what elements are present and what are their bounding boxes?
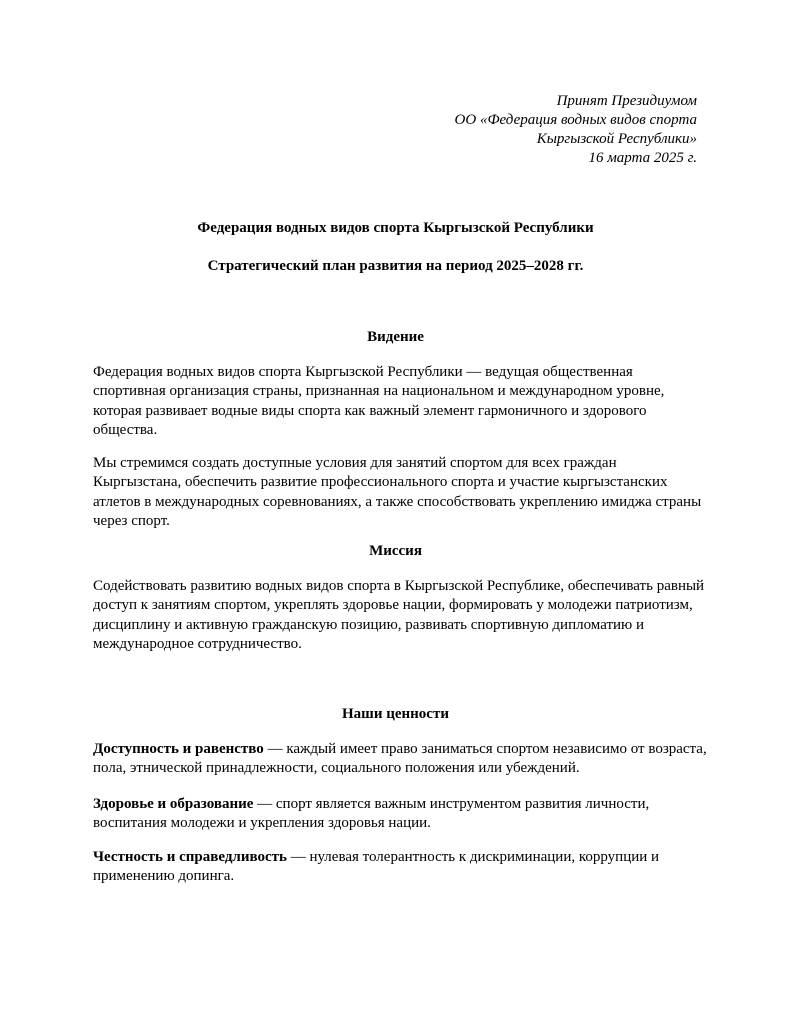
value-item <box>93 848 708 887</box>
approval-block <box>455 92 697 168</box>
value-item <box>93 740 708 779</box>
vision-heading: Видение <box>367 329 424 345</box>
mission-paragraph: Содействовать развитию водных видов спорта в Кыргызской Республике, обеспечивать равный доступ к занятиям спортом, укреплять здоровье нации, формировать у молодежи патриотизм, дисциплину и активную гражданскую позицию, развивать спортивную дипломатию и международное сотрудничество. <box>93 578 705 652</box>
value-description: — спорт является важным инструментом развития личности, воспитания молодежи и укрепления здоровья нации. <box>93 796 650 832</box>
document-title: Стратегический план развития на период 2025–2028 гг. <box>207 258 584 274</box>
approval-line-1: Принят Президиумом <box>556 93 697 109</box>
mission-heading: Миссия <box>369 543 422 559</box>
values-heading: Наши ценности <box>342 706 449 722</box>
value-term: Здоровье и образование <box>93 796 254 812</box>
organization-title: Федерация водных видов спорта Кыргызской Республики <box>197 220 594 236</box>
value-term: Доступность и равенство <box>93 741 264 757</box>
value-item <box>93 795 708 834</box>
approval-line-2: ОО «Федерация водных видов спорта <box>454 112 697 128</box>
vision-paragraph-2: Мы стремимся создать доступные условия для занятий спортом для всех граждан Кыргызстана, обеспечить развитие профессионального спорта и участие кыргызстанских атлетов в международных соревнованиях, а также способствовать укреплению имиджа страны через спорт. <box>93 455 702 529</box>
vision-paragraph-1: Федерация водных видов спорта Кыргызской Республики — ведущая общественная спортивная организация страны, признанная на национальном и международном уровне, которая развивает водные виды спорта как важный элемент гармоничного и здорового общества. <box>93 364 665 438</box>
approval-date: 16 марта 2025 г. <box>588 150 697 166</box>
value-description: — нулевая толерантность к дискриминации, коррупции и применению допинга. <box>93 849 660 885</box>
value-description: — каждый имеет право заниматься спортом независимо от возраста, пола, этнической принадлежности, социального положения или убеждений. <box>93 741 707 777</box>
approval-line-3: Кыргызской Республики» <box>536 131 697 147</box>
value-term: Честность и справедливость <box>93 849 287 865</box>
